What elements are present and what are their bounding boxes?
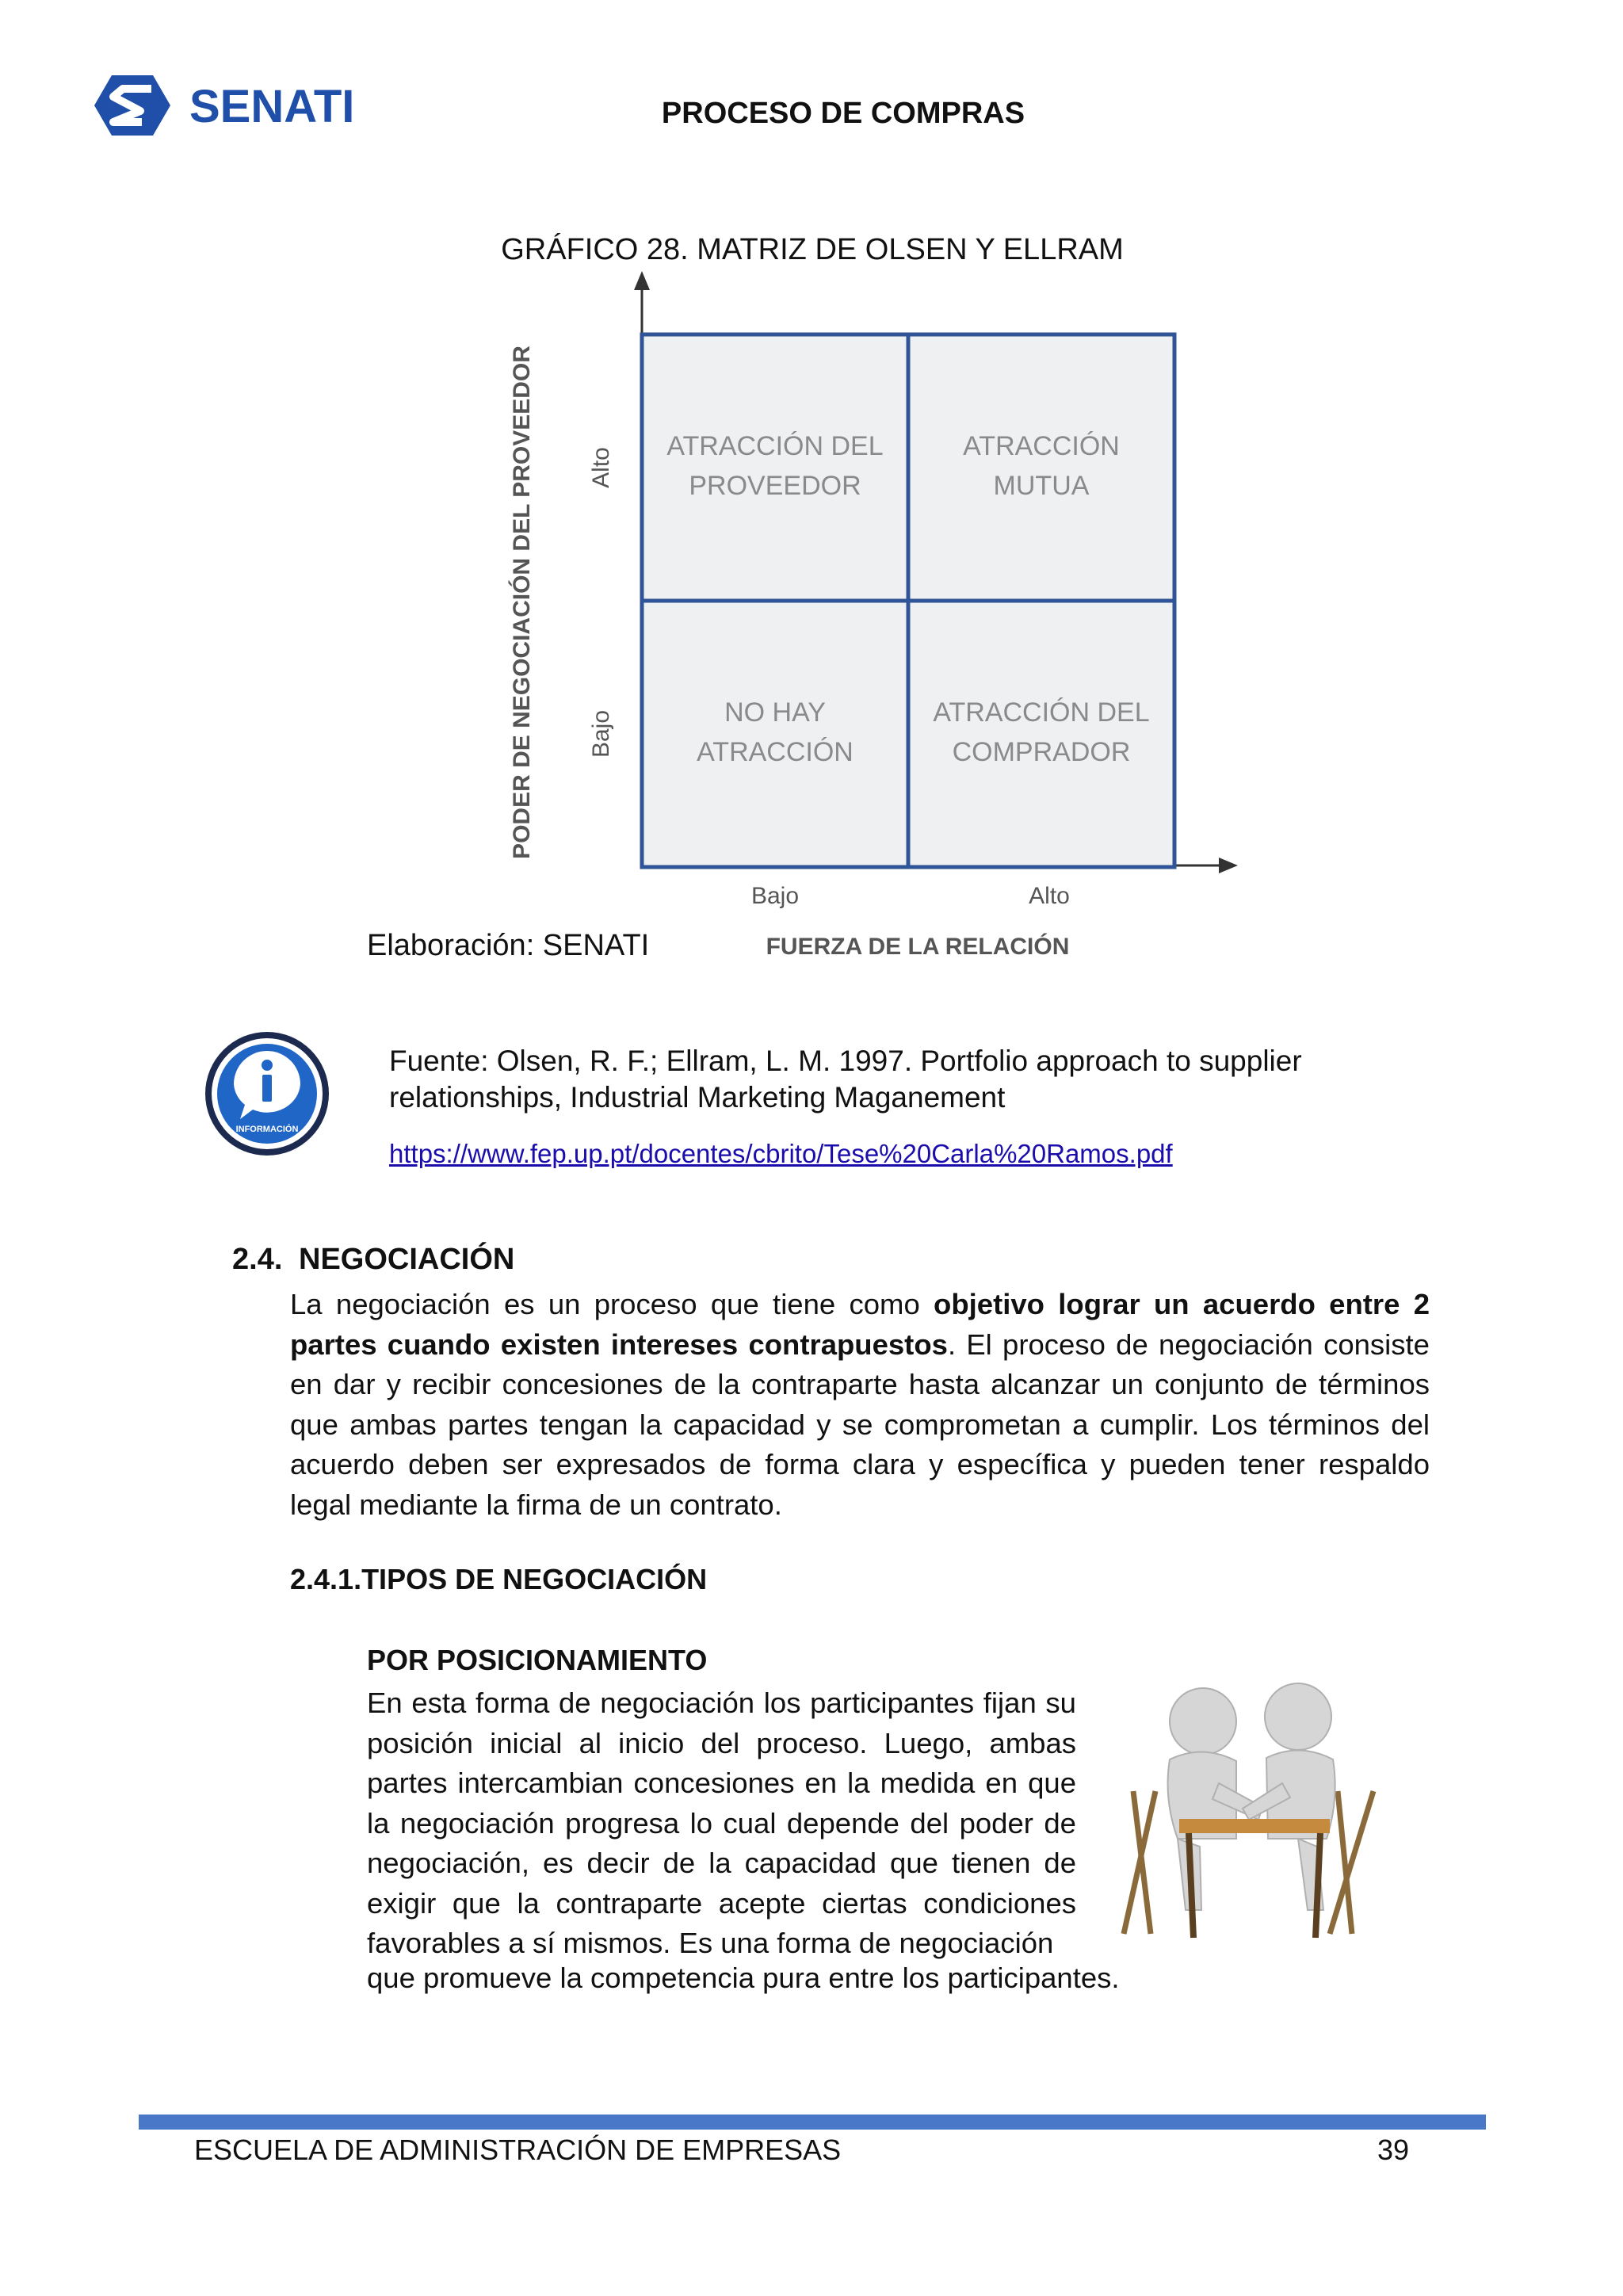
document-title: PROCESO DE COMPRAS — [661, 97, 1025, 130]
y-tick-high: Alto — [588, 447, 614, 488]
x-tick-high: Alto — [1029, 883, 1070, 909]
quadrant-bottom-left — [642, 601, 908, 867]
information-icon — [202, 1029, 333, 1159]
quadrant-bottom-right-line1: ATRACCIÓN DEL — [933, 697, 1150, 728]
footer-school-name: ESCUELA DE ADMINISTRACIÓN DE EMPRESAS — [194, 2134, 842, 2166]
y-axis-arrow — [634, 271, 650, 290]
section-heading — [232, 1243, 514, 1277]
figure-credit: Elaboración: SENATI — [367, 929, 650, 962]
negotiation-illustration — [1100, 1672, 1405, 1946]
source-citation: Fuente: Olsen, R. F.; Ellram, L. M. 1997. Portfolio approach to supplier relationships, Industrial Marketing Maganement — [389, 1045, 1302, 1114]
quadrant-bottom-left-line2: ATRACCIÓN — [697, 737, 854, 767]
quadrant-top-right-line2: MUTUA — [993, 471, 1090, 501]
quadrant-bottom-right-line2: COMPRADOR — [952, 737, 1131, 767]
information-icon-label: INFORMACIÓN — [235, 1125, 299, 1134]
section-body — [290, 1285, 1430, 1525]
source-link[interactable]: https://www.fep.up.pt/docentes/cbrito/Tese%20Carla%20Ramos.pdf — [389, 1139, 1173, 1168]
quadrant-top-left-line1: ATRACCIÓN DEL — [666, 431, 884, 461]
quadrant-top-left — [642, 334, 908, 601]
subsubsection-last-line: que promueve la competencia pura entre los participantes. — [367, 1962, 1120, 1994]
footer-bar — [139, 2115, 1486, 2130]
logo-text: SENATI — [189, 81, 355, 132]
quadrant-top-right — [908, 334, 1174, 601]
page-number: 39 — [1377, 2134, 1410, 2166]
olsen-ellram-matrix — [491, 269, 1244, 975]
figure-caption: GRÁFICO 28. MATRIZ DE OLSEN Y ELLRAM — [501, 233, 1124, 266]
y-axis-label: PODER DE NEGOCIACIÓN DEL PROVEEDOR — [509, 346, 535, 859]
x-axis-arrow — [1219, 858, 1238, 873]
y-tick-low: Bajo — [588, 709, 614, 758]
x-axis-label: FUERZA DE LA RELACIÓN — [766, 934, 1070, 960]
section-body-emphasis: objetivo lograr un acuerdo entre 2 partes cuando existen intereses contrapuestos — [290, 1288, 1430, 1361]
x-tick-low: Bajo — [750, 883, 800, 909]
section-body-lead: La negociación es un proceso que tiene como — [290, 1288, 934, 1320]
section-body-rest: . El proceso de negociación consiste en dar y recibir concesiones de la contraparte hasta alcanzar un conjunto de términos que ambas partes tengan la capacidad y se comprometan a cumplir. Los términos del acuerdo deben ser expresados de forma clara y específica y pueden tener respaldo legal mediante la firma de un contrato. — [290, 1328, 1430, 1521]
quadrant-top-left-line2: PROVEEDOR — [689, 471, 861, 501]
quadrant-bottom-right — [908, 601, 1174, 867]
quadrant-top-right-line1: ATRACCIÓN — [963, 431, 1120, 461]
section-number: 2.4. — [232, 1243, 283, 1276]
subsection-heading: 2.4.1.TIPOS DE NEGOCIACIÓN — [290, 1563, 708, 1595]
section-title: NEGOCIACIÓN — [299, 1243, 515, 1276]
subsubsection-heading: POR POSICIONAMIENTO — [367, 1644, 708, 1676]
quadrant-bottom-left-line1: NO HAY — [724, 697, 826, 728]
subsubsection-body: En esta forma de negociación los participantes fijan su posición inicial al inicio del proceso. Luego, ambas partes intercambian concesiones en la medida en que la negociación progresa lo cual depende del poder de negociación, es decir de la capacidad que tienen de exigir que la contraparte acepte ciertas condiciones favorables a sí mismos. Es una forma de negociación — [367, 1687, 1076, 1959]
